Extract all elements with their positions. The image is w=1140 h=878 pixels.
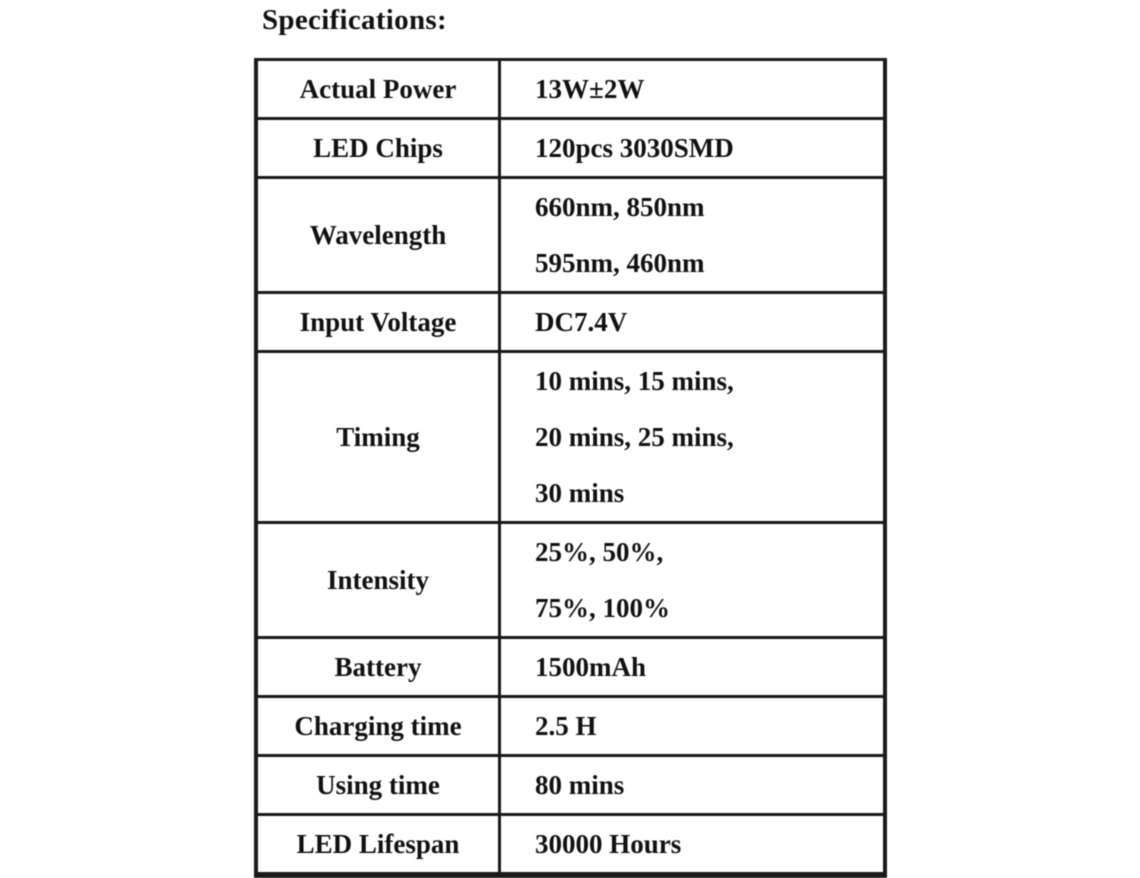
spec-value-line: 13W±2W	[535, 74, 645, 104]
spec-label-led-chips: LED Chips	[256, 119, 500, 178]
spec-value-line: 20 mins, 25 mins,	[535, 422, 734, 452]
table-row	[256, 352, 885, 523]
spec-value-actual-power	[500, 60, 886, 119]
spec-label-input-voltage: Input Voltage	[256, 293, 500, 352]
spec-value-line: 75%, 100%	[535, 593, 670, 623]
spec-value-line: 10 mins, 15 mins,	[535, 366, 734, 396]
spec-label-battery: Battery	[256, 638, 500, 697]
spec-label-timing: Timing	[256, 352, 500, 523]
spec-value-led-lifespan	[500, 815, 886, 876]
page-title: Specifications:	[262, 4, 447, 36]
table-row	[256, 119, 885, 178]
spec-value-input-voltage	[500, 293, 886, 352]
spec-label-wavelength: Wavelength	[256, 178, 500, 293]
spec-value-line: 120pcs 3030SMD	[535, 133, 734, 163]
spec-label-using-time: Using time	[256, 756, 500, 815]
spec-value-charging-time	[500, 697, 886, 756]
spec-label-actual-power: Actual Power	[256, 60, 500, 119]
spec-value-line: 1500mAh	[535, 652, 647, 682]
spec-label-led-lifespan: LED Lifespan	[256, 815, 500, 876]
specifications-table	[254, 58, 887, 878]
table-row	[256, 638, 885, 697]
spec-value-battery	[500, 638, 886, 697]
spec-value-led-chips	[500, 119, 886, 178]
spec-value-line: 25%, 50%,	[535, 537, 664, 567]
spec-value-line: 30 mins	[535, 478, 625, 508]
table-row	[256, 815, 885, 876]
spec-value-line: 2.5 H	[535, 711, 597, 741]
spec-value-line: DC7.4V	[535, 307, 628, 337]
spec-value-line: 30000 Hours	[535, 829, 682, 859]
spec-label-intensity: Intensity	[256, 523, 500, 638]
spec-value-line: 80 mins	[535, 770, 625, 800]
table-row	[256, 523, 885, 638]
spec-value-intensity	[500, 523, 886, 638]
table-row	[256, 178, 885, 293]
table-row	[256, 293, 885, 352]
spec-value-line: 660nm, 850nm	[535, 192, 705, 222]
table-row	[256, 60, 885, 119]
spec-value-using-time	[500, 756, 886, 815]
spec-value-line: 595nm, 460nm	[535, 248, 705, 278]
spec-value-timing	[500, 352, 886, 523]
spec-value-wavelength	[500, 178, 886, 293]
table-row	[256, 697, 885, 756]
spec-label-charging-time: Charging time	[256, 697, 500, 756]
table-row	[256, 756, 885, 815]
